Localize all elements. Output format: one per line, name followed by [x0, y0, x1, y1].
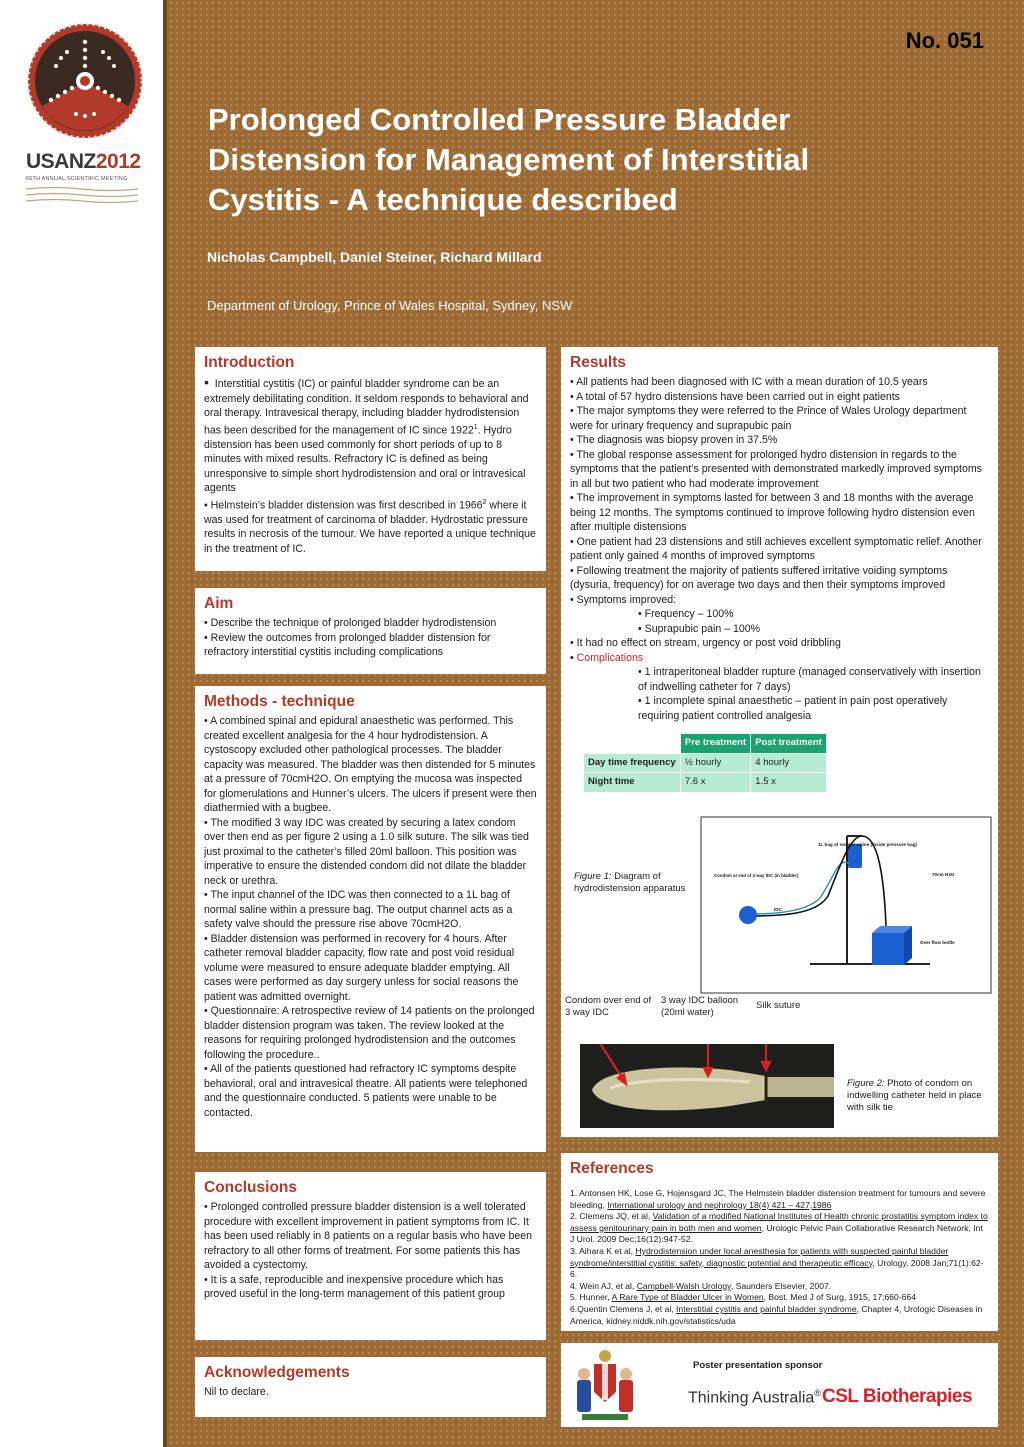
poster-number: No. 051: [905, 28, 984, 53]
table-cell: 4 hourly: [751, 753, 827, 773]
results-item: • A total of 57 hydro distensions have been carried out in eight patients: [570, 390, 900, 403]
methods-item: • Questionnaire: A retrospective review of 14 patients on the prolonged bladder distension program was taken. The review looked at the reasons for requiring prolonged hydrodistension and the outcomes following the procedure..: [204, 1005, 535, 1061]
reference-item: 6.Quentin Clemens J, et al, Interstitial cystitis and painful bladder syndrome, Chapter 4, Urologic Diseases in America, kidney.niddk.nih.gov/statistics/uda: [570, 1303, 983, 1326]
saline-bag-icon: [848, 844, 862, 868]
coat-of-arms-icon: [572, 1344, 636, 1424]
label-idc: IDC: [774, 907, 782, 912]
authors: Nicholas Campbell, Daniel Steiner, Richard Millard: [207, 249, 542, 265]
reference-item: 4. Wein AJ, et al, Campbell-Walsh Urology, Saunders Elsevier, 2007.: [570, 1280, 832, 1291]
left-strip-edge: [163, 0, 167, 1447]
reference-item: 3. Aihara K et al, Hydrodistension under local anesthesia for patients with suspected painful bladder syndrome/interstitial cystitis: safety, diagnostic potential and therapeutic efficacy, Urology. 2008 Jan;71(1):62-6.: [570, 1245, 984, 1280]
aim-item: • Describe the technique of prolonged bladder hydrodistension: [204, 617, 497, 629]
department: Department of Urology, Prince of Wales Hospital, Sydney, NSW: [207, 298, 573, 313]
results-item: • The diagnosis was biopsy proven in 37.5%: [570, 434, 778, 446]
conclusions-panel: [195, 1172, 546, 1340]
results-no-effect: • It had no effect on stream, urgency or post void dribbling: [570, 637, 841, 649]
overflow-bottle-icon: [872, 933, 904, 965]
results-item: • The improvement in symptoms lasted for between 3 and 18 months with the average being 12 months. The symptoms continued to improve following hydro distension even after multiple distensions: [570, 492, 975, 533]
table-cell: 1.5 x: [751, 773, 827, 793]
table-row: [584, 773, 827, 793]
decorative-lines-icon: [26, 186, 138, 206]
methods-item: • A combined spinal and epidural anaesthetic was performed. This created excellent analgesia for the 4 hour hydrodistension. A cystoscopy excluded other pathological processes. The bladder capacity was measured. The bladder was then distended for 5 minutes at a pressure of 70cmH2O. On emptying the mucosa was inspected for glomerulations and Hunner’s ulcers. The ulcers if present were then diathermied with a bugbee.: [204, 715, 537, 814]
acknowledgements-text: Nil to declare.: [204, 1386, 269, 1398]
conclusions-item: • It is a safe, reproducible and inexpensive procedure which has proved useful in the long-term management of this patient group: [204, 1273, 505, 1300]
results-item: • One patient had 23 distensions and still achieves excellent symptomatic relief. Another patient only gained 4 months of improved symptoms: [570, 535, 982, 562]
table-row-header: Day time frequency: [584, 753, 681, 773]
aim-panel: [195, 588, 546, 674]
aim-item: • Review the outcomes from prolonged bladder distension for refractory interstitial cystitis including complications: [204, 631, 491, 658]
results-item: • The global response assessment for prolonged hydro distension in regards to the symptoms that the patient’s presented with demonstrated markedly improved symptoms in all but two patient who had moderate improvement: [570, 448, 982, 490]
table-header-row: [584, 734, 827, 754]
table-row-header: Night time: [584, 773, 681, 793]
usanz-logo-icon: [26, 22, 144, 140]
figure-2-label-condom: Condom over end of 3 way IDC: [565, 995, 652, 1018]
label-pressure: 70cm H2O: [932, 872, 955, 877]
figure-2-label-balloon: 3 way IDC balloon (20ml water): [661, 995, 739, 1018]
reference-item: 5. Hunner, A Rare Type of Bladder Ulcer in Women, Bost. Med J of Surg, 1915, 17;660-664: [570, 1292, 917, 1303]
usanz-wordmark: USANZ2012: [26, 150, 141, 173]
references-list: [570, 1188, 989, 1327]
introduction-paragraph-2: • Helmstein’s bladder distension was first described in 1966$^2$ where it was used for treatment of carcinoma of bladder. Hydrostatic pressure results in necrosis of the tumour. We have reported a unique technique in the treatment of IC.: [204, 498, 536, 555]
results-item: • All patients had been diagnosed with IC with a mean duration of 10.5 years: [570, 376, 928, 388]
results-item: • Following treatment the majority of patients suffered irritative voiding symptoms (dysuria, frequency) for on average two days and then their symptoms improved: [570, 564, 948, 591]
figure-1-caption: Figure 1: Diagram of hydrodistension apparatus: [574, 871, 686, 894]
results-item: • The major symptoms they were referred to the Prince of Wales Urology department were for urinary frequency and suprapubic pain: [570, 405, 967, 432]
results-table: [583, 733, 827, 793]
table-row: [584, 753, 827, 773]
condom-balloon-icon: [739, 906, 757, 924]
thinking-australia-logo: Thinking Australia®: [688, 1388, 821, 1407]
acknowledgements-panel: [195, 1357, 546, 1417]
references-panel: [561, 1153, 998, 1331]
results-complication-item: • 1 incomplete spinal anaesthetic – patient in pain post operatively requiring patient controlled analgesia: [638, 695, 948, 722]
methods-panel: [195, 686, 546, 1152]
reference-item: 2. Clemens JQ, et al, Validation of a modified National Institutes of Health chronic prostatitis symptom index to assess genitourinary pain in both men and women, Urologic Pelvic Pain Collaborative Research Network, Int J Urol. 2009 Dec;16(12):947-52.: [570, 1211, 988, 1245]
poster-title: Prolonged Controlled Pressure Bladder Distension for Management of Interstitial Cystitis - A technique described: [208, 102, 810, 217]
figure-2-caption: Figure 2: Photo of condom on indwelling catheter held in place with silk tie: [847, 1078, 982, 1113]
figure-2-label-suture: Silk suture: [756, 1000, 801, 1011]
methods-item: • Bladder distension was performed in recovery for 4 hours. After catheter removal bladder capacity, flow rate and post void residual volume were measured to ensure adequate bladder emptying. All cases were performed as day surgery unless for social reasons the patient was admitted overnight.: [204, 932, 519, 1003]
methods-item: • The input channel of the IDC was then connected to a 1L bag of normal saline within a pressure bag. The output channel acts as a safety valve should the pressure rise above 70cmH2O.: [204, 889, 513, 930]
label-saline-bag: 1L bag of normal saline (inside pressure bag): [818, 842, 917, 847]
results-heading: Results: [570, 354, 626, 371]
methods-heading: Methods - technique: [204, 693, 355, 710]
reference-item: 1. Antonsen HK, Lose G, Hojensgard JC, The Helmstein bladder distension treatment for tumours and severe bleeding, International urology and nephrology 18(4) 421 – 427,1986: [570, 1188, 986, 1210]
figure-1-diagram: [700, 816, 992, 994]
figure-2-photo: [580, 1044, 834, 1128]
introduction-panel: [195, 347, 546, 571]
table-cell: ½ hourly: [680, 753, 750, 773]
aim-heading: Aim: [204, 595, 234, 612]
label-condom: Condom at end of 3 way IDC (in bladder): [714, 873, 799, 878]
results-complication-item: • 1 intraperitoneal bladder rupture (managed conservatively with insertion of indwelling catheter for 7 days): [638, 666, 981, 693]
methods-item: • The modified 3 way IDC was created by securing a latex condom over then end as per figure 2 using a 1.0 silk suture. The silk was tied just proximal to the catheter’s filled 20ml balloon. This position was imperative to ensure the distended condom did not dilate the bladder neck or urethra.: [204, 816, 529, 887]
conclusions-item: • Prolonged controlled pressure bladder distension is a well tolerated procedure with excellent improvement in patient symptoms from IC. It has been used reliably in 8 patients on a regular basis who have been refractory to all other forms of treatment. For some patients this has avoided a cystectomy.: [204, 1201, 533, 1271]
usanz-subtitle: 65TH ANNUAL SCIENTIFIC MEETING: [26, 176, 128, 182]
results-improved-item: • Suprapubic pain – 100%: [638, 622, 761, 635]
table-header-cell: [584, 734, 681, 754]
methods-item: • All of the patients questioned had refractory IC symptoms despite behavioral, oral and intravesical theatre. All patients were telephoned and the questionnaire conducted. 5 patients were unable to be contacted.: [204, 1063, 528, 1119]
table-header-cell: Pre treatment: [680, 734, 750, 754]
label-overflow: Over flow bottle: [920, 940, 955, 945]
references-heading: References: [570, 1160, 654, 1177]
acknowledgements-heading: Acknowledgements: [204, 1364, 350, 1381]
sponsor-label: Poster presentation sponsor: [693, 1360, 823, 1371]
introduction-heading: Introduction: [204, 354, 295, 371]
introduction-paragraph-1: • Interstitial cystitis (IC) or painful bladder syndrome can be an extremely debilitating condition. It seldom responds to behavioral and oral therapy. Intravesical therapy, including bladder hydrodistension has been described for the management of IC since 1922$^1$. Hydro distension has been used commonly for short periods of up to 8 minutes with mixed results. Refractory IC is defined as being unresponsive to simple short hydrodistension and oral or intravesical agents: [204, 374, 529, 495]
conclusions-heading: Conclusions: [204, 1179, 298, 1196]
table-header-cell: Post treatment: [751, 734, 827, 754]
results-item: • Symptoms improved:: [570, 593, 677, 606]
csl-biotherapies-logo: CSL Biotherapies: [822, 1386, 973, 1407]
results-improved-item: • Frequency – 100%: [638, 608, 734, 620]
left-strip: [0, 0, 163, 1447]
table-cell: 7.6 x: [680, 773, 750, 793]
results-complications-label: • Complications: [570, 651, 644, 664]
